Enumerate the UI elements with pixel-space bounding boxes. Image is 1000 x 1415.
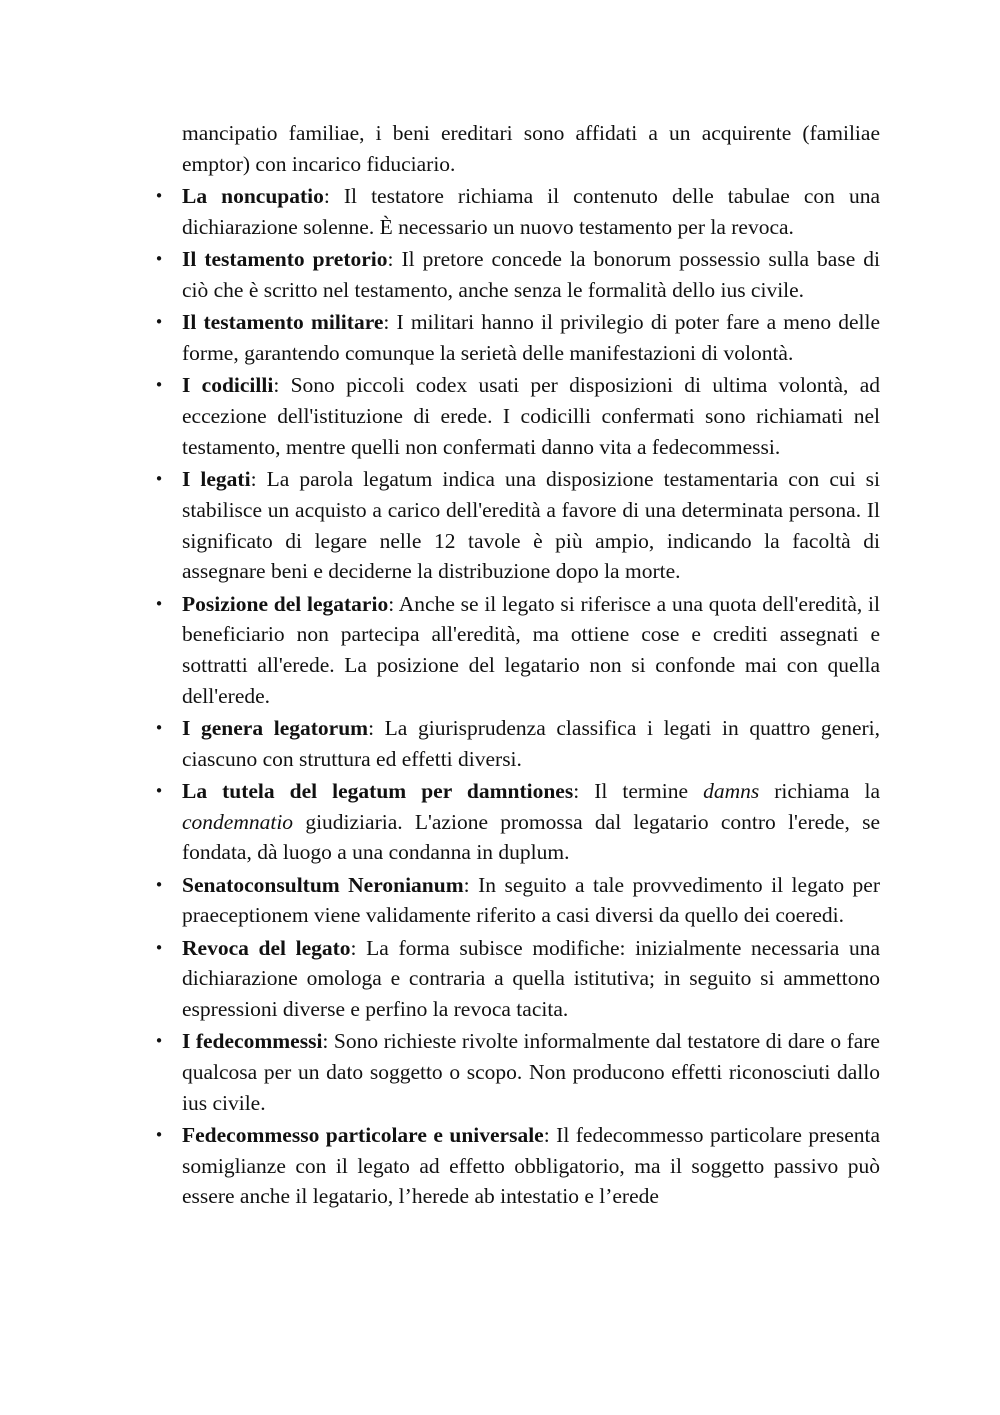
list-item: [154, 307, 881, 368]
document-body: [154, 118, 881, 1214]
item-text: giudiziaria. L'azione promossa dal legatario contro l'erede, se fondata, dà luogo a una condanna in duplum.: [182, 809, 880, 865]
bullet-icon: •: [154, 938, 164, 957]
item-term: I fedecommessi: [182, 1029, 323, 1054]
bullet-icon: •: [154, 470, 164, 489]
bullet-icon: •: [154, 594, 164, 613]
list-item: [154, 713, 880, 774]
bullet-icon: •: [154, 781, 164, 800]
item-term: Il testamento militare: [182, 310, 384, 335]
bullet-icon: •: [154, 376, 164, 395]
item-text: : In seguito a tale provvedimento il legato per praeceptionem viene validamente riferito a casi diversi da quello dei coeredi.: [182, 872, 880, 928]
item-term: La noncupatio: [182, 184, 324, 209]
item-text: : Il termine: [573, 778, 704, 803]
item-term: Revoca del legato: [182, 935, 351, 960]
list-item: [154, 933, 880, 1025]
item-text: : Sono richieste rivolte informalmente dal testatore di dare o fare qualcosa per un dato soggetto o scopo. Non producono effetti riconosciuti dallo ius civile.: [182, 1029, 880, 1115]
item-text: : I militari hanno il privilegio di poter fare a meno delle forme, garantendo comunque la serietà delle manifestazioni di volontà.: [182, 310, 881, 366]
item-text: richiama la: [759, 778, 880, 803]
item-term: I legati: [182, 467, 251, 492]
bullet-icon: •: [154, 187, 164, 206]
list-item: [154, 776, 880, 868]
item-term: Fedecommesso particolare e universale: [182, 1123, 544, 1148]
bullet-icon: •: [154, 875, 164, 894]
item-text: : La forma subisce modifiche: inizialmente necessaria una dichiarazione omologa e contraria a quella istitutiva; in seguito si ammettono espressioni diverse e perfino la revoca tacita.: [182, 935, 880, 1022]
bullet-icon: •: [154, 1126, 164, 1145]
item-term: I codicilli: [182, 373, 274, 398]
lead-paragraph: mancipatio familiae, i beni ereditari sono affidati a un acquirente (familiae emptor) con incarico fiduciario.: [182, 121, 880, 176]
list-item: [154, 464, 880, 587]
item-term: I genera legatorum: [182, 715, 369, 740]
bullet-icon: •: [154, 1032, 164, 1051]
list-item: [154, 244, 881, 305]
italic-term: condemnatio: [182, 809, 294, 834]
list-item: [154, 870, 880, 931]
bullet-icon: •: [154, 250, 164, 269]
list-item: [154, 181, 880, 242]
bullet-icon: •: [154, 313, 164, 332]
list-item: [154, 1026, 880, 1118]
item-text: : Anche se il legato si riferisce a una quota dell'eredità, il beneficiario non partecipa all'eredità, ma ottiene cose e crediti assegnati e sottratti all'erede. La posizione del legatario non si confonde mai con quella dell'erede.: [182, 591, 880, 708]
item-term: Posizione del legatario: [182, 591, 389, 616]
bullet-icon: •: [154, 718, 164, 737]
list-item: [154, 1120, 880, 1212]
bullet-list: [154, 181, 881, 1212]
italic-term: damns: [703, 778, 760, 803]
item-text: : Il testatore richiama il contenuto delle tabulae con una dichiarazione solenne. È necessario un nuovo testamento per la revoca.: [182, 184, 880, 240]
item-term: La tutela del legatum per damntiones: [182, 778, 574, 803]
item-text: : La giurisprudenza classifica i legati in quattro generi, ciascuno con struttura ed effetti diversi.: [182, 715, 880, 771]
item-term: Il testamento pretorio: [182, 247, 388, 272]
item-text: : Il fedecommesso particolare presenta somiglianze con il legato ad effetto obbligatorio, ma il soggetto passivo può essere anche il legatario, l’herede ab intestatio e l’erede: [182, 1123, 880, 1209]
item-term: Senatoconsultum Neronianum: [182, 872, 464, 897]
item-text: : Il pretore concede la bonorum possessio sulla base di ciò che è scritto nel testamento, anche senza le formalità dello ius civile.: [182, 247, 881, 303]
list-item: [154, 370, 880, 462]
list-item: [154, 589, 880, 712]
item-text: : Sono piccoli codex usati per disposizioni di ultima volontà, ad eccezione dell'istituzione di erede. I codicilli confermati sono richiamati nel testamento, mentre quelli non confermati danno vita a fedecommessi.: [182, 373, 880, 459]
item-text: : La parola legatum indica una disposizione testamentaria con cui si stabilisce un acquisto a carico dell'eredità a favore di una determinata persona. Il significato di legare nelle 12 tavole è più ampio, indicando la facoltà di assegnare beni e deciderne la distribuzione dopo la morte.: [182, 467, 880, 584]
